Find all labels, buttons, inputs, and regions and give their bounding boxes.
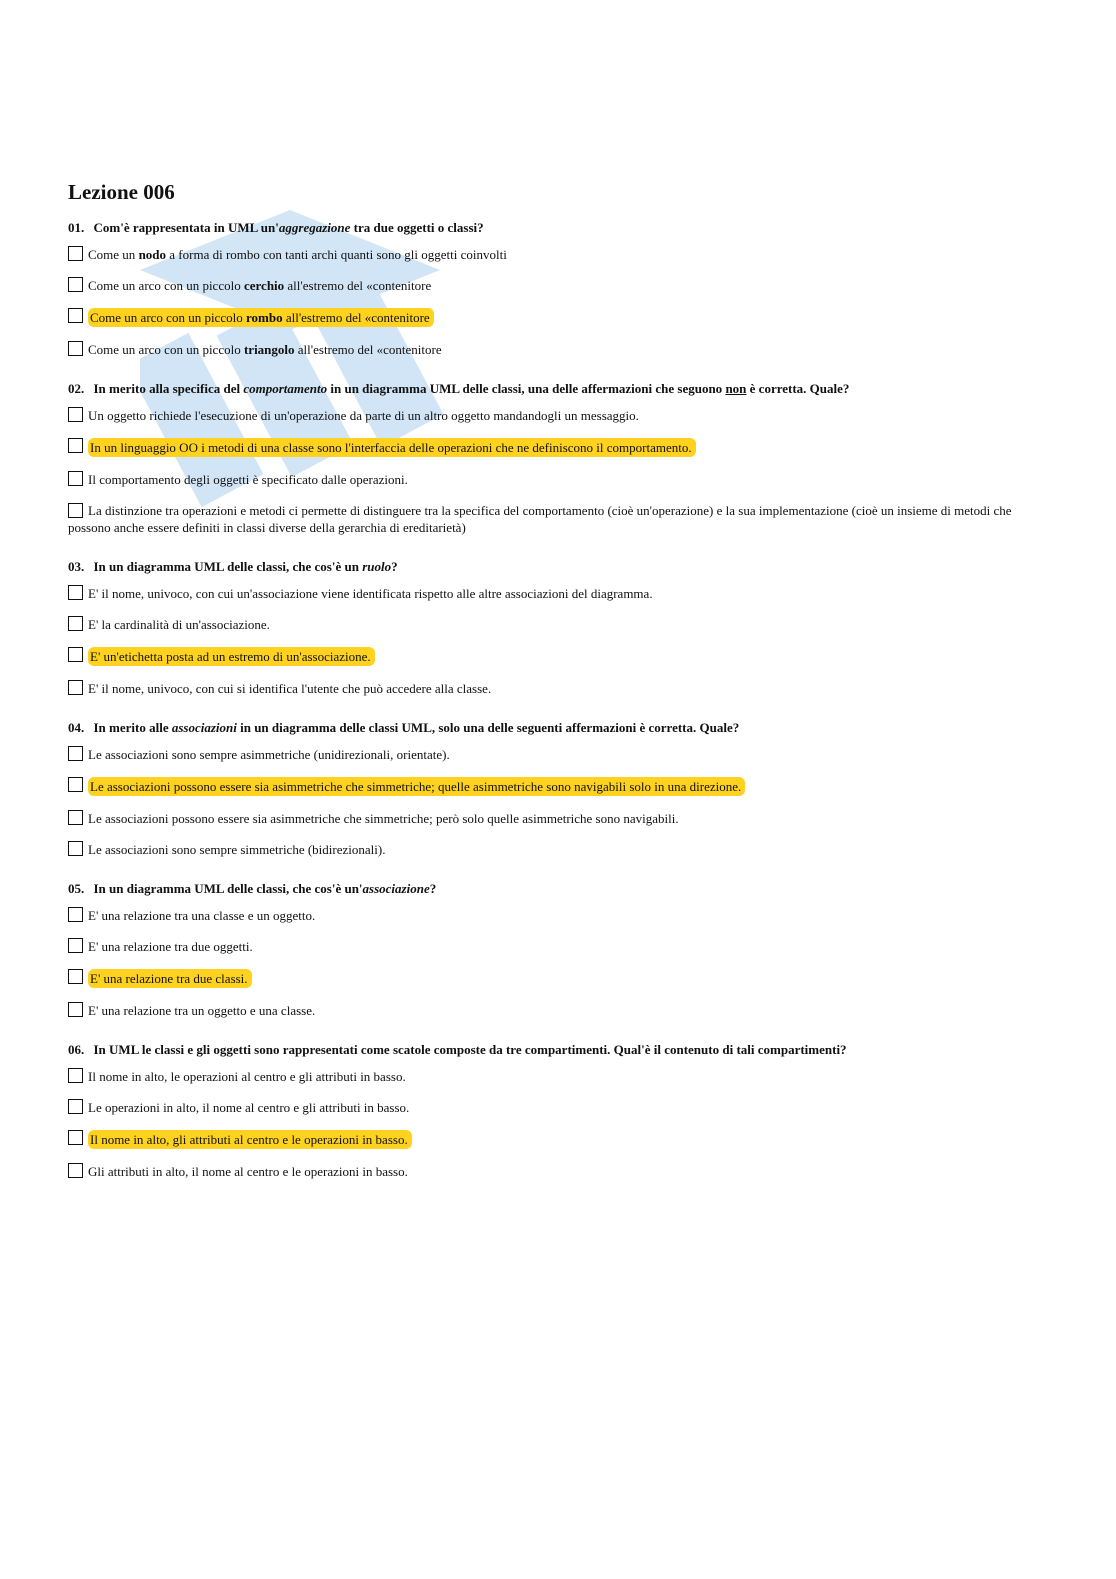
question-05 [68, 880, 1028, 1019]
page-title: Lezione 006 [68, 180, 175, 204]
answer-checkbox[interactable] [68, 503, 83, 518]
answer-checkbox[interactable] [68, 746, 83, 761]
answer-checkbox[interactable] [68, 1002, 83, 1017]
answer-text: Come un arco con un piccolo cerchio all'estremo del «contenitore [88, 278, 432, 293]
answer-checkbox[interactable] [68, 1068, 83, 1083]
answer-text-highlighted: Il nome in alto, gli attributi al centro e le operazioni in basso. [88, 1130, 412, 1149]
answer-option [68, 341, 1028, 358]
answer-option-correct [68, 308, 1028, 327]
answer-checkbox[interactable] [68, 246, 83, 261]
question-number: 01. [68, 220, 85, 235]
answer-text: E' una relazione tra due oggetti. [88, 939, 253, 954]
answer-text: La distinzione tra operazioni e metodi ci permette di distinguere tra la specifica del comportamento (cioè un'operazione) e la sua implementazione (cioè un insieme di metodi che possono anche essere definiti in classi diverse della gerarchia di ereditarietà) [68, 503, 1012, 535]
answer-option [68, 616, 1028, 633]
answer-text: Le associazioni possono essere sia asimmetriche che simmetriche; però solo quelle asimmetriche sono navigabili. [88, 811, 679, 826]
answer-checkbox[interactable] [68, 1099, 83, 1114]
answer-text: Le operazioni in alto, il nome al centro e gli attributi in basso. [88, 1100, 410, 1115]
answer-checkbox[interactable] [68, 938, 83, 953]
answer-option [68, 585, 1028, 602]
answer-text: Un oggetto richiede l'esecuzione di un'operazione da parte di un altro oggetto mandandogli un messaggio. [88, 408, 639, 423]
answer-text: E' il nome, univoco, con cui si identifica l'utente che può accedere alla classe. [88, 681, 492, 696]
answer-checkbox[interactable] [68, 438, 83, 453]
answer-option [68, 471, 1028, 488]
question-number: 03. [68, 559, 85, 574]
answer-text-highlighted: E' un'etichetta posta ad un estremo di un'associazione. [88, 647, 375, 666]
answer-option-correct [68, 777, 1028, 796]
question-06 [68, 1041, 1028, 1180]
question-02 [68, 380, 1028, 536]
answer-option [68, 277, 1028, 294]
answer-checkbox[interactable] [68, 680, 83, 695]
answer-option [68, 746, 1028, 763]
answer-checkbox[interactable] [68, 841, 83, 856]
answer-checkbox[interactable] [68, 1163, 83, 1178]
document-page [68, 180, 1028, 1202]
answer-checkbox[interactable] [68, 810, 83, 825]
answer-option [68, 680, 1028, 697]
answer-option-correct [68, 969, 1028, 988]
answer-checkbox[interactable] [68, 777, 83, 792]
answer-text: E' una relazione tra un oggetto e una classe. [88, 1003, 316, 1018]
answer-option [68, 1163, 1028, 1180]
answer-text: Il comportamento degli oggetti è specificato dalle operazioni. [88, 472, 408, 487]
question-04 [68, 719, 1028, 858]
answer-option [68, 938, 1028, 955]
answer-text: Le associazioni sono sempre simmetriche (bidirezionali). [88, 842, 386, 857]
answer-text: Le associazioni sono sempre asimmetriche (unidirezionali, orientate). [88, 747, 450, 762]
answer-checkbox[interactable] [68, 907, 83, 922]
question-text: 03. In un diagramma UML delle classi, che cos'è un ruolo? [68, 559, 398, 574]
question-number: 04. [68, 720, 85, 735]
answer-text-highlighted: In un linguaggio OO i metodi di una classe sono l'interfaccia delle operazioni che ne definiscono il comportamento. [88, 438, 696, 457]
answer-checkbox[interactable] [68, 1130, 83, 1145]
answer-text-highlighted: E' una relazione tra due classi. [88, 969, 252, 988]
answer-checkbox[interactable] [68, 277, 83, 292]
answer-option [68, 907, 1028, 924]
answer-option [68, 841, 1028, 858]
question-01 [68, 219, 1028, 358]
answer-text-highlighted: Le associazioni possono essere sia asimmetriche che simmetriche; quelle asimmetriche sono navigabili solo in una direzione. [88, 777, 745, 796]
answer-checkbox[interactable] [68, 616, 83, 631]
answer-text: Il nome in alto, le operazioni al centro e gli attributi in basso. [88, 1069, 406, 1084]
answer-checkbox[interactable] [68, 308, 83, 323]
question-text: 02. In merito alla specifica del comportamento in un diagramma UML delle classi, una delle affermazioni che seguono non è corretta. Quale? [68, 381, 850, 396]
answer-option [68, 502, 1028, 536]
question-text: 05. In un diagramma UML delle classi, che cos'è un'associazione? [68, 881, 437, 896]
question-text: 04. In merito alle associazioni in un diagramma delle classi UML, solo una delle seguenti affermazioni è corretta. Quale? [68, 720, 740, 735]
answer-option [68, 810, 1028, 827]
answer-checkbox[interactable] [68, 647, 83, 662]
answer-text: E' il nome, univoco, con cui un'associazione viene identificata rispetto alle altre associazioni del diagramma. [88, 586, 653, 601]
answer-option-correct [68, 1130, 1028, 1149]
answer-text: Come un arco con un piccolo triangolo all'estremo del «contenitore [88, 342, 442, 357]
question-number: 06. [68, 1042, 85, 1057]
answer-text: Gli attributi in alto, il nome al centro e le operazioni in basso. [88, 1164, 408, 1179]
question-number: 02. [68, 381, 85, 396]
answer-option [68, 1002, 1028, 1019]
answer-text: E' la cardinalità di un'associazione. [88, 617, 270, 632]
question-text: 06. In UML le classi e gli oggetti sono rappresentati come scatole composte da tre compartimenti. Qual'è il contenuto di tali compartimenti? [68, 1042, 847, 1057]
answer-option [68, 1099, 1028, 1116]
answer-option [68, 407, 1028, 424]
question-03 [68, 558, 1028, 697]
answer-checkbox[interactable] [68, 471, 83, 486]
answer-option-correct [68, 438, 1028, 457]
answer-text-highlighted: Come un arco con un piccolo rombo all'estremo del «contenitore [88, 308, 434, 327]
answer-checkbox[interactable] [68, 341, 83, 356]
answer-checkbox[interactable] [68, 969, 83, 984]
answer-option [68, 1068, 1028, 1085]
question-text: 01. Com'è rappresentata in UML un'aggregazione tra due oggetti o classi? [68, 220, 484, 235]
answer-checkbox[interactable] [68, 407, 83, 422]
answer-text: E' una relazione tra una classe e un oggetto. [88, 908, 316, 923]
answer-checkbox[interactable] [68, 585, 83, 600]
answer-option [68, 246, 1028, 263]
question-number: 05. [68, 881, 85, 896]
answer-option-correct [68, 647, 1028, 666]
answer-text: Come un nodo a forma di rombo con tanti archi quanti sono gli oggetti coinvolti [88, 247, 507, 262]
